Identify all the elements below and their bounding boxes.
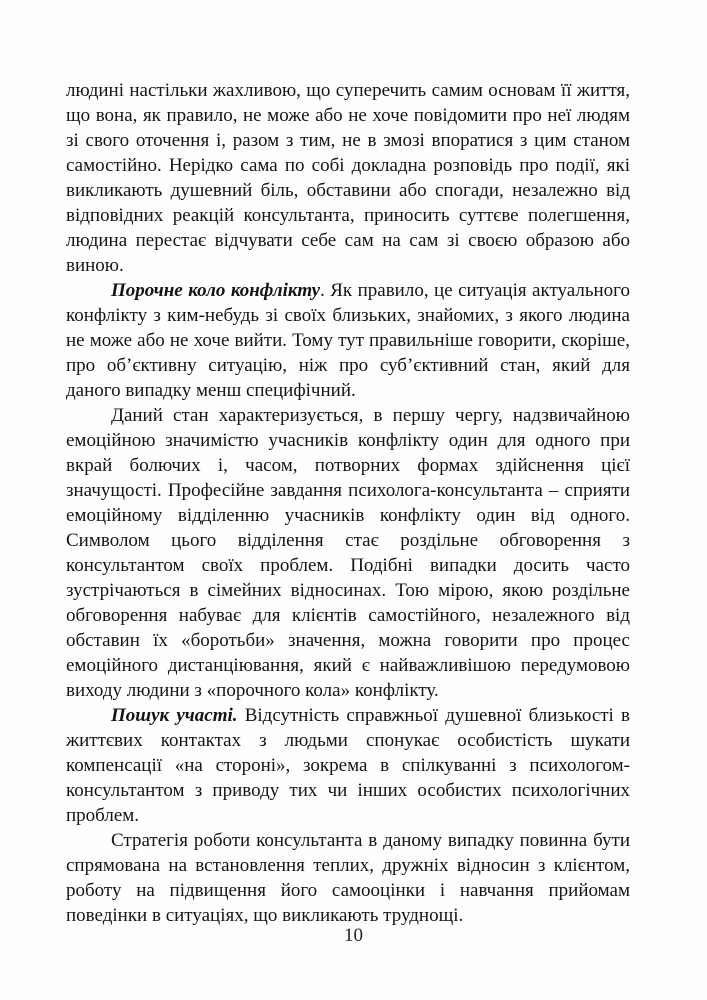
paragraph-text: проблем. <box>66 805 140 826</box>
text-line <box>66 753 630 778</box>
paragraph-text: емоційному відділенню учасників конфлікту один від одного. <box>66 505 630 526</box>
text-line <box>66 278 630 303</box>
paragraph-text: консультантом з приводу тих чи інших особистих психологічних <box>66 780 630 801</box>
text-line <box>66 428 630 453</box>
text-line <box>66 178 630 203</box>
text-line <box>66 353 630 378</box>
paragraph-text: поведінки в ситуаціях, що викликають труднощі. <box>66 905 464 926</box>
text-block <box>66 78 630 928</box>
text-line <box>66 403 630 428</box>
text-line <box>66 253 630 278</box>
paragraph-text: людина перестає відчувати себе сам на сам зі своєю образою або <box>66 230 630 251</box>
paragraph-text: Відсутність справжньої душевної близькості в <box>237 705 630 726</box>
paragraph-text: людині настільки жахливою, що суперечить самим основам її життя, <box>66 80 630 101</box>
text-line <box>66 728 630 753</box>
paragraph-text: Даний стан характеризується, в першу чергу, надзвичайною <box>111 405 630 426</box>
paragraph-text: обставин їх «боротьби» значення, можна говорити про процес <box>66 630 630 651</box>
paragraph-text: вкрай болючих і, часом, потворних формах здійснення цієї <box>66 455 630 476</box>
paragraph-text: самостійно. Нерідко сама по собі докладна розповідь про події, які <box>66 155 630 176</box>
paragraph-text: обговорення набуває для клієнтів самостійного, незалежного від <box>66 605 630 626</box>
paragraph-text: зустрічаються в сімейних відносинах. Тою мірою, якою роздільне <box>66 580 630 601</box>
text-line <box>66 503 630 528</box>
text-line <box>66 453 630 478</box>
text-line <box>66 603 630 628</box>
text-line <box>66 878 630 903</box>
paragraph-text: консультантом своїх проблем. Подібні випадки досить часто <box>66 555 630 576</box>
paragraph-text: що вона, як правило, не може або не хоче повідомити про неї людям <box>66 105 630 126</box>
paragraph-lead-phrase: Порочне коло конфлікту <box>111 280 321 301</box>
page-number: 10 <box>344 925 363 946</box>
paragraph-text: відповідних реакцій консультанта, приносить суттєве полегшення, <box>66 205 630 226</box>
text-line <box>66 303 630 328</box>
text-line <box>66 378 630 403</box>
paragraph-lead-phrase: Пошук участі. <box>111 705 238 726</box>
text-line <box>66 103 630 128</box>
paragraph-text: не може або не хоче вийти. Тому тут правильніше говорити, скоріше, <box>66 330 630 351</box>
paragraph-text: життєвих контактах з людьми спонукає особистість шукати <box>66 730 630 751</box>
text-line <box>66 478 630 503</box>
text-line <box>66 203 630 228</box>
paragraph-text: значущості. Професійне завдання психолога-консультанта – сприяти <box>66 480 630 501</box>
paragraph-text: виходу людини з «порочного кола» конфлікту. <box>66 680 439 701</box>
paragraph-text: виною. <box>66 255 124 276</box>
paragraph-text: спрямована на встановлення теплих, дружніх відносин з клієнтом, <box>66 855 630 876</box>
text-line <box>66 578 630 603</box>
paragraph-text: викликають душевний біль, обставини або спогади, незалежно від <box>66 180 630 201</box>
paragraph-text: даного випадку менш специфічний. <box>66 380 356 401</box>
text-line <box>66 78 630 103</box>
paragraph-text: Символом цього відділення стає роздільне обговорення з <box>66 530 630 551</box>
paragraph-text: конфлікту з ким-небудь зі своїх близьких, знайомих, з якого людина <box>66 305 630 326</box>
text-line <box>66 703 630 728</box>
text-line <box>66 853 630 878</box>
text-line <box>66 678 630 703</box>
paragraph-text: . Як правило, це ситуація актуального <box>320 280 631 301</box>
text-line <box>66 328 630 353</box>
text-line <box>66 228 630 253</box>
text-line <box>66 128 630 153</box>
text-line <box>66 803 630 828</box>
text-line <box>66 528 630 553</box>
paragraph-text: роботу на підвищення його самооцінки і навчання прийомам <box>66 880 630 901</box>
paragraph-text: про об’єктивну ситуацію, ніж про суб’єктивний стан, який для <box>66 355 630 376</box>
paragraph-text: компенсації «на стороні», зокрема в спілкуванні з психологом- <box>66 755 630 776</box>
text-line <box>66 778 630 803</box>
text-line <box>66 553 630 578</box>
text-line <box>66 153 630 178</box>
text-line <box>66 653 630 678</box>
paragraph-text: Стратегія роботи консультанта в даному випадку повинна бути <box>111 830 630 851</box>
paragraph-text: зі свого оточення і, разом з тим, не в змозі впоратися з цим станом <box>66 130 630 151</box>
text-line <box>66 828 630 853</box>
paragraph-text: емоційною значимістю учасників конфлікту один для одного при <box>66 430 630 451</box>
paragraph-text: емоційного дистанціювання, який є найважливішою передумовою <box>66 655 630 676</box>
text-line <box>66 628 630 653</box>
